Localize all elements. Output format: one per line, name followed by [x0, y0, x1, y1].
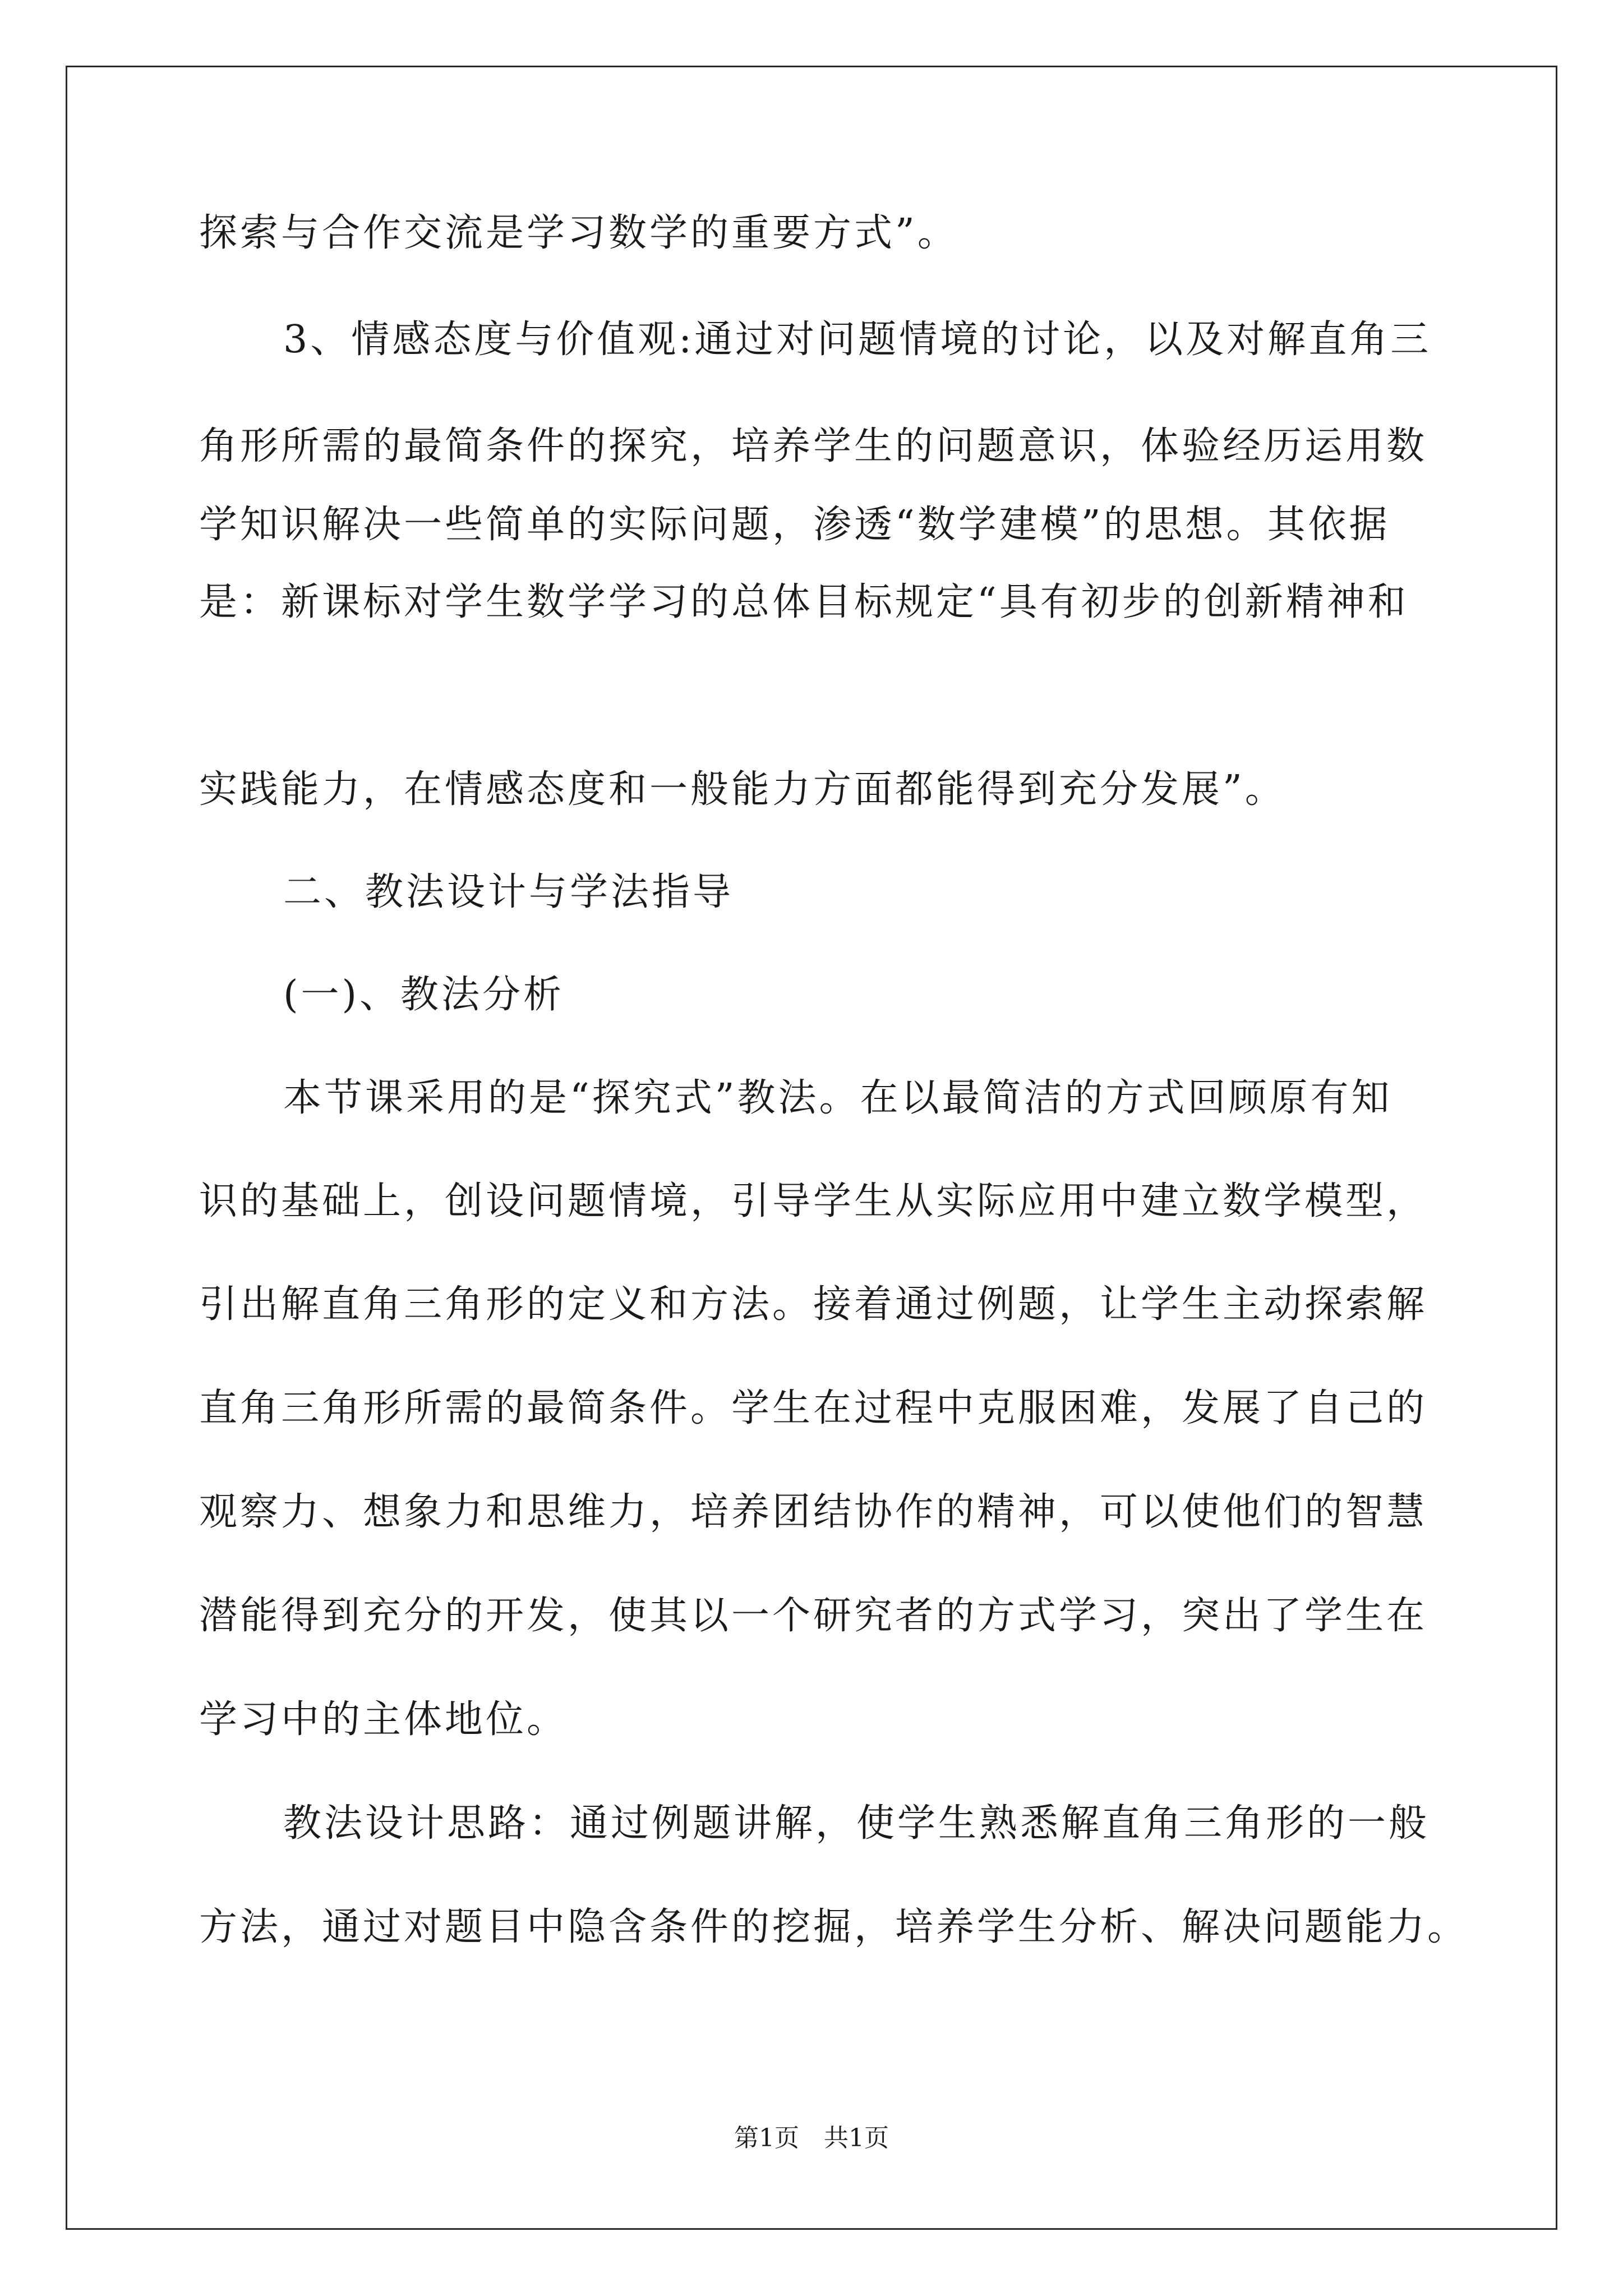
- page-number-footer: 第1页 共1页: [734, 2124, 889, 2152]
- body-line-16: 教法设计思路：通过例题讲解，使学生熟悉解直角三角形的一般: [283, 1801, 1430, 1846]
- body-line-5: 是：新课标对学生数学学习的总体目标规定“具有初步的创新精神和: [199, 580, 1409, 624]
- body-line-13: 观察力、想象力和思维力，培养团结协作的精神，可以使他们的智慧: [199, 1490, 1428, 1534]
- body-line-17: 方法，通过对题目中隐含条件的挖掘，培养学生分析、解决问题能力。: [199, 1905, 1469, 1949]
- body-line-9: 本节课采用的是“探究式”教法。在以最简洁的方式回顾原有知: [283, 1076, 1393, 1120]
- body-line-11: 引出解直角三角形的定义和方法。接着通过例题，让学生主动探索解: [199, 1282, 1428, 1327]
- body-line-3: 角形所需的最简条件的探究，培养学生的问题意识，体验经历运用数: [199, 424, 1428, 468]
- body-line-4: 学知识解决一些简单的实际问题，渗透“数学建模”的思想。其依据: [199, 503, 1390, 547]
- body-line-12: 直角三角形所需的最简条件。学生在过程中克服困难，发展了自己的: [199, 1386, 1428, 1430]
- subsection-heading: (一)、教法分析: [283, 973, 565, 1017]
- body-line-6: 实践能力，在情感态度和一般能力方面都能得到充分发展”。: [199, 767, 1286, 812]
- body-line-10: 识的基础上，创设问题情境，引导学生从实际应用中建立数学模型，: [199, 1179, 1428, 1223]
- body-line-1: 探索与合作交流是学习数学的重要方式”。: [199, 211, 958, 255]
- body-line-2: 3、情感态度与价值观:通过对问题情境的讨论，以及对解直角三: [283, 318, 1432, 362]
- body-line-15: 学习中的主体地位。: [199, 1697, 568, 1742]
- section-heading: 二、教法设计与学法指导: [283, 870, 734, 914]
- body-line-14: 潜能得到充分的开发，使其以一个研究者的方式学习，突出了学生在: [199, 1594, 1428, 1638]
